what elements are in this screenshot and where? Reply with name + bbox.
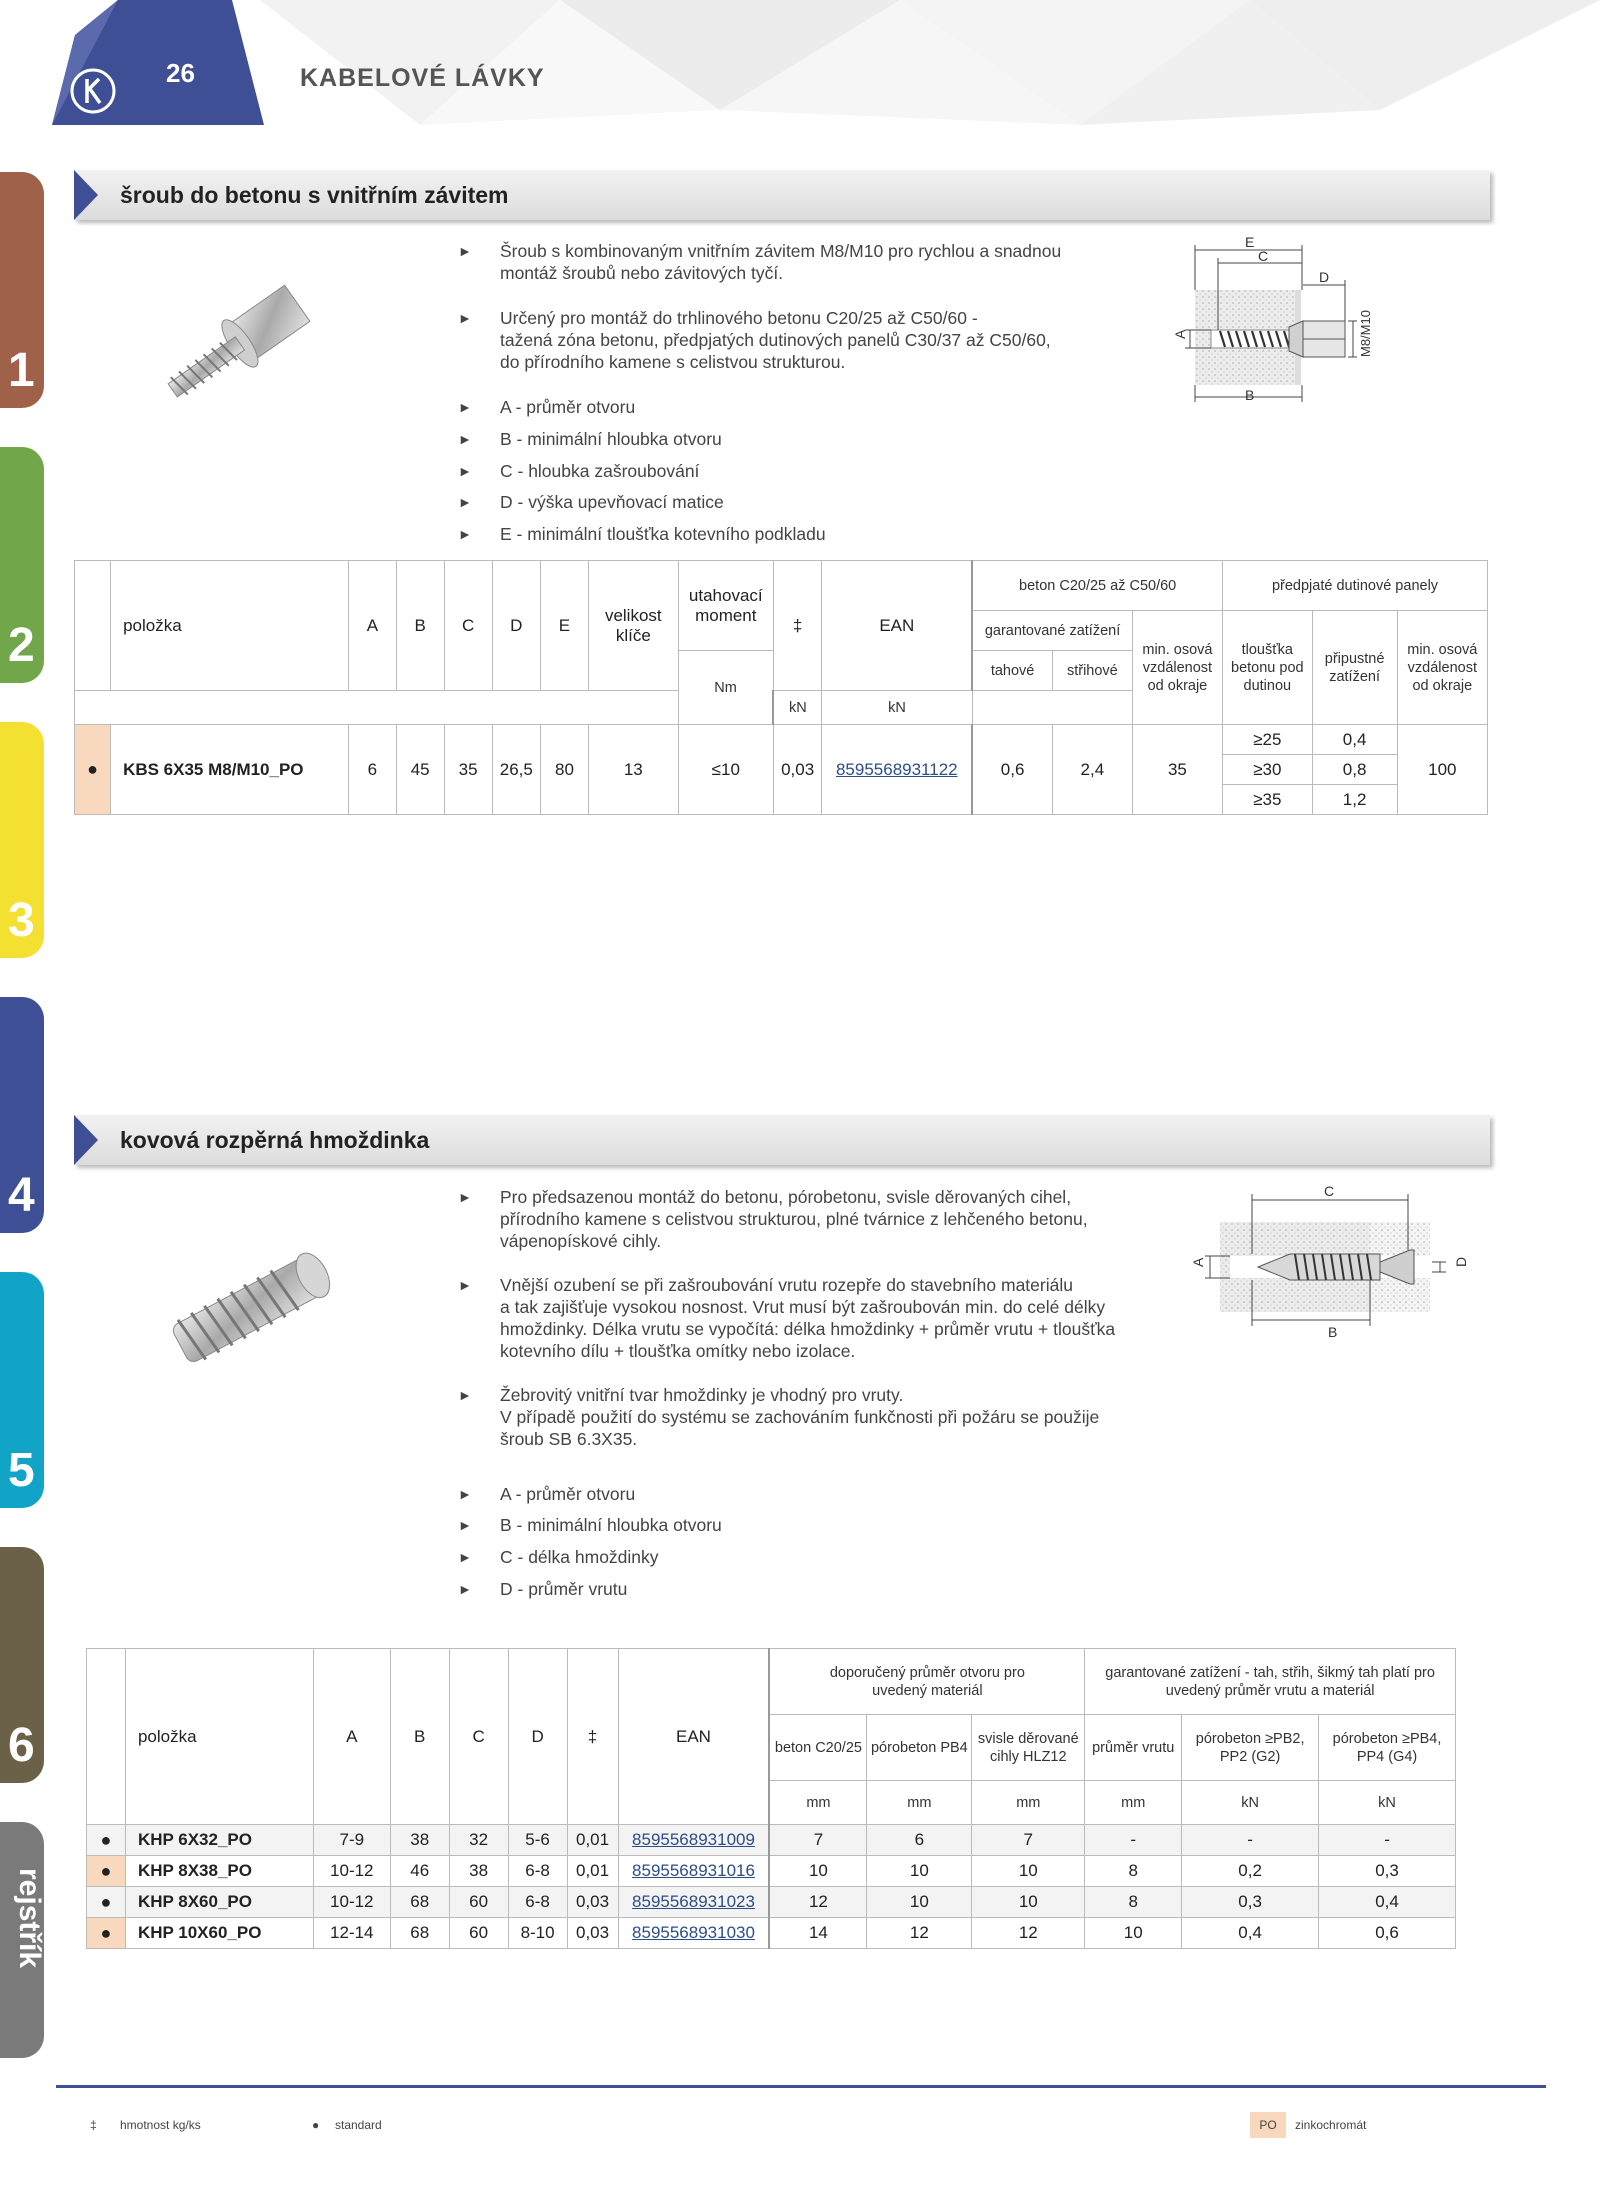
dim-label-thread: M8/M10 — [1358, 310, 1373, 357]
concrete-screw-photo — [150, 262, 330, 432]
anchor-dimension-diagram — [1170, 1180, 1490, 1340]
tab-6[interactable]: 6 — [0, 1547, 44, 1783]
tab-1[interactable]: 1 — [0, 172, 44, 408]
tab-5[interactable]: 5 — [0, 1272, 44, 1508]
ean-link[interactable]: 8595568931009 — [618, 1825, 769, 1856]
dim-label-d: D — [1453, 1256, 1469, 1267]
standard-dot-icon: ● — [87, 1887, 126, 1918]
dim-label-c: C — [1324, 1183, 1335, 1199]
tab-rejstrik[interactable]: rejstřík — [0, 1822, 44, 2058]
bullet-arrow-icon: ► — [458, 1387, 472, 1403]
dim-label-e: E — [1245, 235, 1255, 250]
tab-3[interactable]: 3 — [0, 722, 44, 958]
standard-dot-icon: ● — [87, 1825, 126, 1856]
bullet-arrow-icon: ► — [458, 1549, 472, 1565]
bullet-arrow-icon: ► — [458, 1581, 472, 1597]
section2-header — [74, 1115, 1490, 1165]
bullet-arrow-icon: ► — [458, 1517, 472, 1533]
standard-dot-icon: ● — [87, 1856, 126, 1887]
po-badge: PO — [1250, 2112, 1286, 2138]
ean-link[interactable]: 8595568931122 — [822, 725, 972, 815]
section-arrow-icon — [74, 170, 98, 220]
screw-dimension-diagram — [1165, 235, 1485, 415]
bullet-arrow-icon: ► — [458, 243, 472, 259]
tab-4[interactable]: 4 — [0, 997, 44, 1233]
anchor-plug-photo — [150, 1220, 360, 1390]
section1-table: položka A B C D E velikost klíče utahovací moment ‡ EAN beton C20/25 až C50/60 předpjaté dutinové panely garantované zatížení min. osová vzdálenost od okraje tloušťka betonu pod dutinou připustné zatížení min. osová vzdálenost od okraje Nm tahové střihové kN kN ● KBS 6X35 M8/M10_PO 6 45 35 26,5 80 13 ≤10 0,03 8595568931122 0,6 2,4 35 ≥25 0,4 100 ≥30 0,8 ≥35 1,2 — [74, 560, 1488, 815]
bullet-arrow-icon: ► — [458, 431, 472, 447]
col-polozka: položka — [111, 561, 349, 691]
section2-table: položka A B C D ‡ EAN doporučený průměr otvoru pro uvedený materiál garantované zatížení - tah, střih, šikmý tah platí pro uvedený průměr vrutu a materiál beton C20/25 pórobeton PB4 svisle děrované cihly HLZ12 průměr vrutu pórobeton ≥PB2, PP2 (G2) pórobeton ≥PB4, PP4 (G4) mm mm mm mm kN kN ● KHP 6X32_PO 7-9 38 32 5-6 0,01 8595568931009 7 6 7 - - - ● KHP 8X38_PO 10-12 46 38 6-8 0,01 8595568931016 10 10 10 8 0,2 0,3 ● KHP 8X60_PO 10-12 68 60 6-8 0,03 8595568931023 12 10 10 8 0,3 0,4 ● KHP 10X60_PO 12-14 68 60 8-10 0,03 8595568931030 14 12 12 10 0,4 0,6 — [86, 1648, 1456, 1949]
product-name: KBS 6X35 M8/M10_PO — [111, 725, 349, 815]
standard-dot-icon: ● — [312, 2118, 320, 2132]
section1-header — [74, 170, 1490, 220]
standard-dot-icon: ● — [87, 1918, 126, 1949]
dim-label-b: B — [1328, 1324, 1338, 1340]
weight-legend: hmotnost kg/ks — [120, 2118, 201, 2132]
bullet-arrow-icon: ► — [458, 1486, 472, 1502]
bullet-arrow-icon: ► — [458, 463, 472, 479]
bullet-arrow-icon: ► — [458, 1277, 472, 1293]
ean-link[interactable]: 8595568931030 — [618, 1918, 769, 1949]
ean-link[interactable]: 8595568931023 — [618, 1887, 769, 1918]
page-number: 26 — [166, 58, 195, 88]
company-logo — [70, 68, 116, 114]
page-title: KABELOVÉ LÁVKY — [300, 64, 545, 92]
footer-divider — [56, 2085, 1546, 2088]
section1-title: šroub do betonu s vnitřním závitem — [120, 182, 509, 208]
table-row: ● KHP 8X60_PO 10-12 68 60 6-8 0,03 8595568931023 12 10 10 8 0,3 0,4 — [87, 1887, 1456, 1918]
dim-label-d: D — [1319, 269, 1330, 285]
section-arrow-icon — [74, 1115, 98, 1165]
dim-label-c: C — [1258, 248, 1269, 264]
standard-legend: standard — [335, 2118, 382, 2132]
header-background — [0, 0, 1600, 130]
table-row: ● KHP 8X38_PO 10-12 46 38 6-8 0,01 8595568931016 10 10 10 8 0,2 0,3 — [87, 1856, 1456, 1887]
dim-label-a: A — [1172, 329, 1188, 339]
table-row: ● KHP 6X32_PO 7-9 38 32 5-6 0,01 8595568931009 7 6 7 - - - — [87, 1825, 1456, 1856]
table-row: ● KHP 10X60_PO 12-14 68 60 8-10 0,03 8595568931030 14 12 12 10 0,4 0,6 — [87, 1918, 1456, 1949]
tab-2[interactable]: 2 — [0, 447, 44, 683]
dim-label-b: B — [1245, 387, 1255, 403]
standard-dot-icon: ● — [75, 725, 111, 815]
bullet-arrow-icon: ► — [458, 310, 472, 326]
po-legend: zinkochromát — [1295, 2118, 1367, 2132]
section2-title: kovová rozpěrná hmoždinka — [120, 1127, 430, 1153]
bullet-arrow-icon: ► — [458, 494, 472, 510]
dim-label-a: A — [1190, 1257, 1206, 1267]
ean-link[interactable]: 8595568931016 — [618, 1856, 769, 1887]
bullet-arrow-icon: ► — [458, 399, 472, 415]
bullet-arrow-icon: ► — [458, 1189, 472, 1205]
bullet-arrow-icon: ► — [458, 526, 472, 542]
weight-symbol-icon: ‡ — [90, 2118, 97, 2132]
